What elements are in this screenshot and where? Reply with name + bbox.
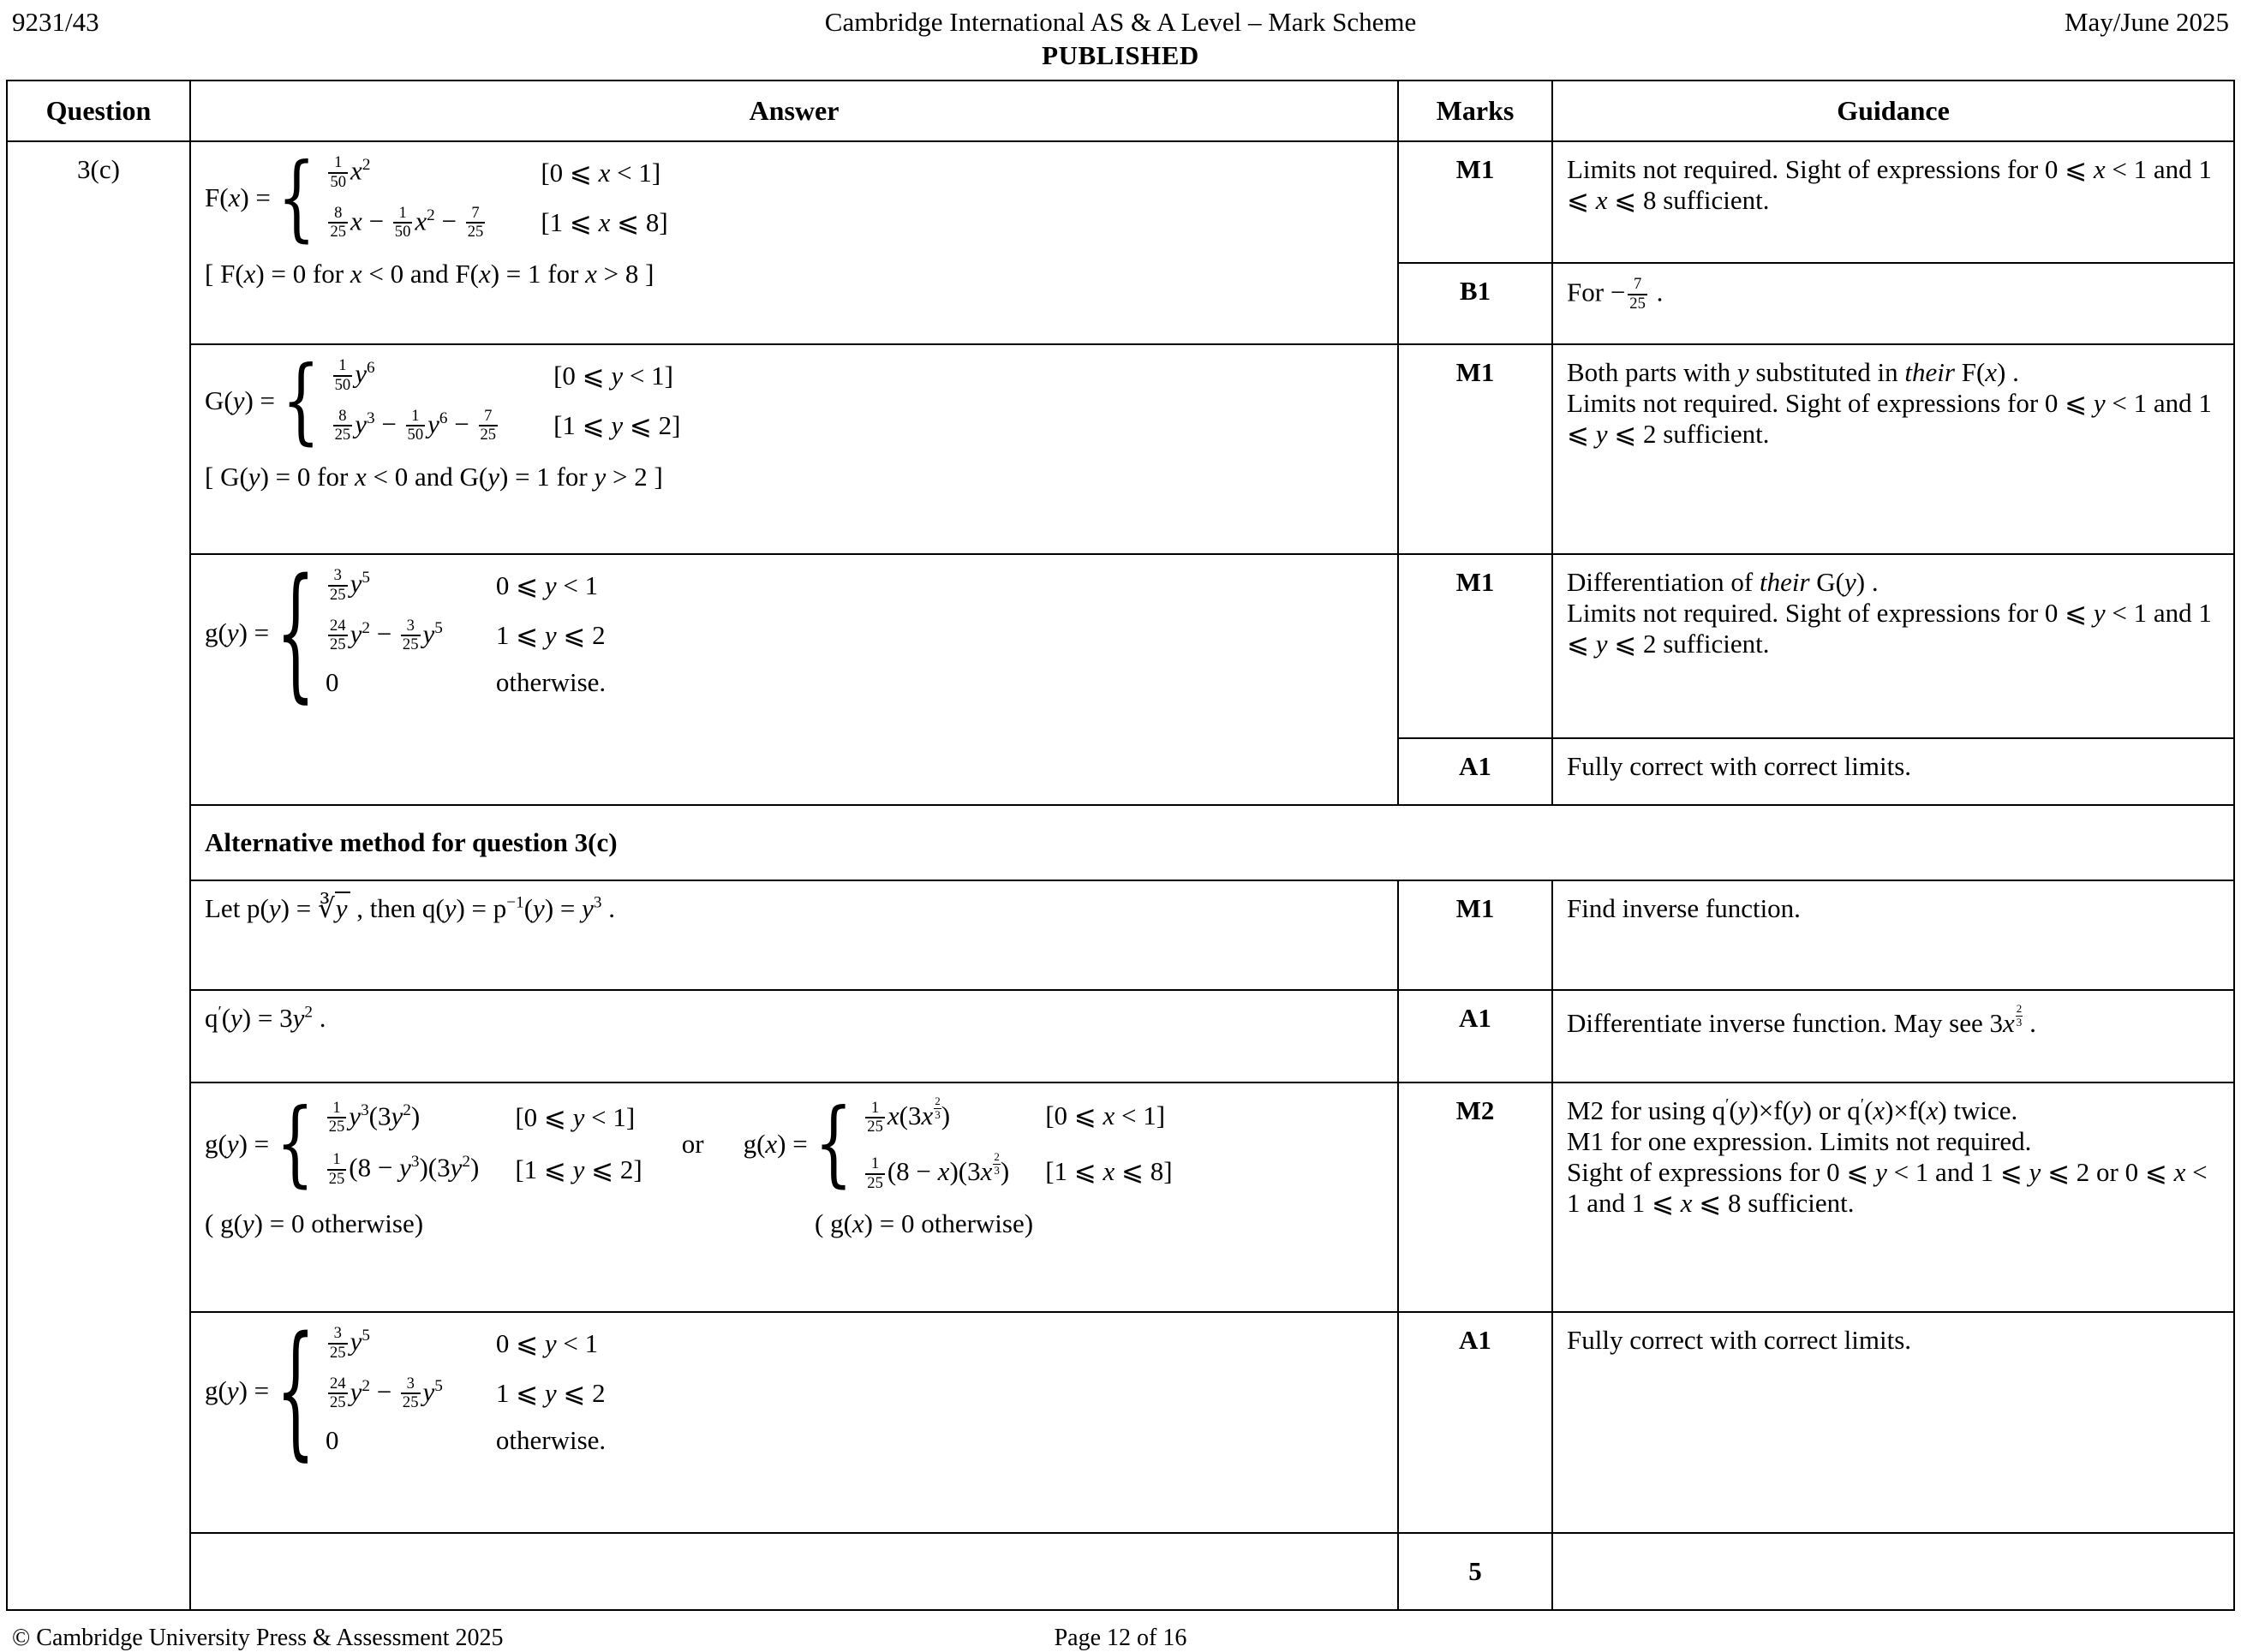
mark-scheme-table <box>6 80 2235 1611</box>
copyright-text: © Cambridge University Press & Assessment 2025 <box>12 1625 504 1651</box>
document-footer <box>0 1611 2241 1652</box>
answer-cell-gy: G(y) = { $\frac{1}{50}$ $y^6$ [0 ⩽ y < 1] $\frac{8}{25}$ $y^3$ − $\frac{1}{50}$ $y^6$ − $\frac{7}{25}$ [1 ⩽ y ⩽ 2] [ G(y) = 0 for x < 0 and G(y) = 1 for y > 2 ] <box>190 344 1398 554</box>
marks-cell-a1-g-pdf: A1 <box>1398 738 1552 805</box>
guidance-cell-a1-final: Fully correct with correct limits. <box>1552 1312 2234 1533</box>
question-number-cell: 3(c) <box>7 141 190 1610</box>
document-title-block <box>825 7 1416 71</box>
answer-cell-g-pdf: g(y) = { $\frac{3}{25}$ $y^5$ 0 ⩽ y < 1 $\frac{24}{25}$ $y^2$ − $\frac{3}{25}$ $y^5$ 1 ⩽ y ⩽ 2 0 otherwise. <box>190 554 1398 805</box>
marks-cell-m1-fx: M1 <box>1398 141 1552 263</box>
guidance-cell-a1-g-pdf: Fully correct with correct limits. <box>1552 738 2234 805</box>
guidance-cell-b1-fx: For − $\frac{7}{25}$ . <box>1552 263 2234 344</box>
guidance-cell-m1-gy: Both parts with y substituted in their F(x) . Limits not required. Sight of expressions for 0 ⩽ y < 1 and 1 ⩽ y ⩽ 2 sufficient. <box>1552 344 2234 554</box>
guidance-cell-m1-fx: Limits not required. Sight of expressions for 0 ⩽ x < 1 and 1 ⩽ x ⩽ 8 sufficient. <box>1552 141 2234 263</box>
column-header-question: Question <box>7 81 190 141</box>
guidance-cell-m2-product: M2 for using q′(y)×f(y) or q′(x)×f(x) twice. M1 for one expression. Limits not required. Sight of expressions for 0 ⩽ y < 1 and 1 ⩽ y ⩽ 2 or 0 ⩽ x < 1 and 1 ⩽ x ⩽ 8 sufficient. <box>1552 1082 2234 1312</box>
document-title: Cambridge International AS & A Level – Mark Scheme <box>824 7 1417 37</box>
answer-cell-derivative: $q'(y) = 3y^2$ . <box>190 990 1398 1082</box>
marks-cell-b1-fx: B1 <box>1398 263 1552 344</box>
column-header-marks: Marks <box>1398 81 1552 141</box>
guidance-cell-a1-derivative: Differentiate inverse function. May see 3x $^{\frac{2}{3}}$ . <box>1552 990 2234 1082</box>
marks-cell-a1-derivative: A1 <box>1398 990 1552 1082</box>
alternative-method-heading: Alternative method for question 3(c) <box>190 805 2234 880</box>
column-header-guidance: Guidance <box>1552 81 2234 141</box>
answer-cell-product: g(y) = { $\frac{1}{25}$ $y^3(3y^2)$ [0 ⩽ y < 1] $\frac{1}{25}$ $(8 - y^3)(3y^2)$ [1 ⩽ y ⩽ 2] or g(x) = { $\frac{1}{25}$ x(3x $^{\frac{2}{3}}$ ) [0 ⩽ x < 1] $\frac{1}{25}$ (8 − x)(3x $^{\frac{2}{3}}$ ) [1 ⩽ x ⩽ 8] ( g(y) = 0 otherwise) ( g(x) = 0 otherwise) <box>190 1082 1398 1312</box>
column-header-answer: Answer <box>190 81 1398 141</box>
published-label: PUBLISHED <box>1042 40 1199 70</box>
marks-cell-m2-product: M2 <box>1398 1082 1552 1312</box>
document-header <box>0 0 2241 75</box>
marks-cell-total: 5 <box>1398 1533 1552 1610</box>
marks-cell-a1-final: A1 <box>1398 1312 1552 1533</box>
page-number: Page 12 of 16 <box>1054 1625 1187 1651</box>
answer-cell-inverse: Let p(y) = ∛y , then $q(y) = p^{-1}(y) = y^3$ . <box>190 880 1398 990</box>
answer-cell-empty <box>190 1533 1398 1610</box>
marks-cell-m1-gy: M1 <box>1398 344 1552 554</box>
marks-cell-m1-g-pdf: M1 <box>1398 554 1552 738</box>
session-date: May/June 2025 <box>2064 7 2229 37</box>
guidance-cell-m1-g-pdf: Differentiation of their G(y) . Limits not required. Sight of expressions for 0 ⩽ y < 1 and 1 ⩽ y ⩽ 2 sufficient. <box>1552 554 2234 738</box>
paper-code: 9231/43 <box>12 7 99 37</box>
guidance-cell-m1-inverse: Find inverse function. <box>1552 880 2234 990</box>
guidance-cell-empty <box>1552 1533 2234 1610</box>
answer-cell-fx: F(x) = { $\frac{1}{50}$ $x^2$ [0 ⩽ x < 1] $\frac{8}{25}$ x − $\frac{1}{50}$ $x^2$ − $\frac{7}{25}$ [1 ⩽ x ⩽ 8] [ F(x) = 0 for x < 0 and F(x) = 1 for x > 8 ] <box>190 141 1398 344</box>
marks-cell-m1-inverse: M1 <box>1398 880 1552 990</box>
answer-cell-final: g(y) = { $\frac{3}{25}$ $y^5$ 0 ⩽ y < 1 $\frac{24}{25}$ $y^2$ − $\frac{3}{25}$ $y^5$ 1 ⩽ y ⩽ 2 0 otherwise. <box>190 1312 1398 1533</box>
